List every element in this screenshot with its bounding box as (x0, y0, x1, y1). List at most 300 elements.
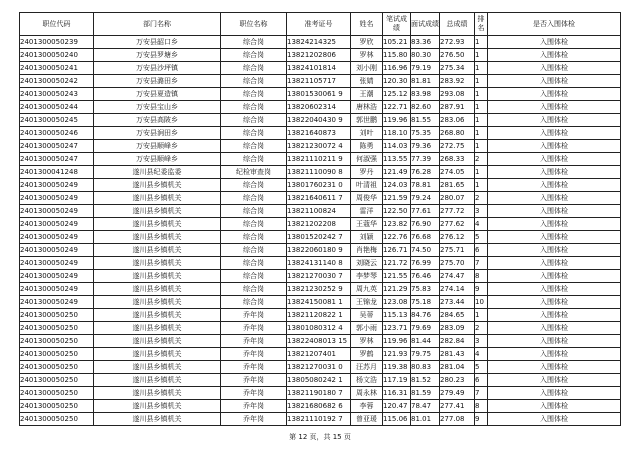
cell-result: 入围体检 (488, 140, 621, 153)
table-body (20, 36, 621, 426)
header-dept: 部门名称 (94, 13, 221, 36)
cell-result: 入围体检 (488, 322, 621, 335)
cell-interview: 75.18 (411, 296, 440, 309)
cell-position: 乔年岗 (221, 361, 287, 374)
cell-dept: 遂川县乡镇机关 (94, 192, 221, 205)
cell-dept: 遂川县乡镇机关 (94, 231, 221, 244)
cell-written: 125.12 (383, 88, 411, 101)
cell-dept: 万安县韶口乡 (94, 36, 221, 49)
cell-name: 罗林 (351, 49, 383, 62)
cell-total: 276.50 (440, 49, 475, 62)
cell-result: 入围体检 (488, 348, 621, 361)
cell-written: 121.59 (383, 192, 411, 205)
cell-rank: 6 (475, 244, 488, 257)
table-row (20, 62, 621, 75)
cell-name: 刘叶 (351, 127, 383, 140)
cell-code: 2401300050249 (20, 270, 94, 283)
cell-total: 275.71 (440, 244, 475, 257)
cell-ticket: 13821270030 7 (287, 270, 351, 283)
header-result: 是否入围体检 (488, 13, 621, 36)
cell-interview: 76.46 (411, 270, 440, 283)
cell-interview: 77.39 (411, 153, 440, 166)
cell-name: 郭世鹏 (351, 114, 383, 127)
cell-rank: 3 (475, 335, 488, 348)
cell-code: 2401300050250 (20, 387, 94, 400)
cell-rank: 2 (475, 322, 488, 335)
cell-written: 105.21 (383, 36, 411, 49)
cell-code: 2401300050247 (20, 140, 94, 153)
cell-interview: 75.35 (411, 127, 440, 140)
results-table (19, 12, 621, 426)
cell-total: 287.91 (440, 101, 475, 114)
cell-name: 王蔻华 (351, 218, 383, 231)
cell-code: 2401300050249 (20, 283, 94, 296)
cell-written: 122.76 (383, 231, 411, 244)
cell-interview: 79.75 (411, 348, 440, 361)
cell-name: 罗丹 (351, 166, 383, 179)
cell-rank: 8 (475, 270, 488, 283)
cell-position: 乔年岗 (221, 335, 287, 348)
cell-name: 杨文浩 (351, 374, 383, 387)
cell-written: 121.72 (383, 257, 411, 270)
cell-code: 2401300050247 (20, 153, 94, 166)
cell-written: 119.96 (383, 335, 411, 348)
cell-rank: 1 (475, 127, 488, 140)
cell-position: 乔年岗 (221, 387, 287, 400)
cell-ticket: 13821190180 7 (287, 387, 351, 400)
cell-name: 周永林 (351, 387, 383, 400)
cell-written: 121.93 (383, 348, 411, 361)
cell-result: 入围体检 (488, 231, 621, 244)
cell-code: 2401300050249 (20, 231, 94, 244)
cell-rank: 9 (475, 413, 488, 426)
cell-written: 124.03 (383, 179, 411, 192)
cell-rank: 1 (475, 101, 488, 114)
cell-dept: 万安县涧田乡 (94, 127, 221, 140)
cell-total: 276.12 (440, 231, 475, 244)
table-row (20, 75, 621, 88)
cell-code: 2401300050250 (20, 361, 94, 374)
table-row (20, 114, 621, 127)
cell-code: 2401300050250 (20, 335, 94, 348)
cell-written: 115.06 (383, 413, 411, 426)
cell-written: 116.31 (383, 387, 411, 400)
cell-ticket: 13821640611 7 (287, 192, 351, 205)
header-interview: 面试成绩 (411, 13, 440, 36)
cell-written: 114.03 (383, 140, 411, 153)
cell-code: 2401300050249 (20, 257, 94, 270)
cell-total: 272.75 (440, 140, 475, 153)
table-row (20, 231, 621, 244)
cell-interview: 81.59 (411, 387, 440, 400)
page-footer: 第 12 页，共 15 页 (289, 433, 351, 441)
cell-result: 入围体检 (488, 166, 621, 179)
table-row (20, 400, 621, 413)
cell-dept: 遂川县乡镇机关 (94, 348, 221, 361)
cell-position: 乔年岗 (221, 322, 287, 335)
cell-code: 2401300050241 (20, 62, 94, 75)
cell-rank: 1 (475, 140, 488, 153)
cell-result: 入围体检 (488, 88, 621, 101)
cell-result: 入围体检 (488, 192, 621, 205)
header-position: 职位名称 (221, 13, 287, 36)
table-row (20, 205, 621, 218)
cell-position: 纪检审查岗 (221, 166, 287, 179)
cell-position: 综合岗 (221, 49, 287, 62)
header-ticket: 准考证号 (287, 13, 351, 36)
cell-position: 乔年岗 (221, 400, 287, 413)
cell-ticket: 13824214325 (287, 36, 351, 49)
cell-position: 综合岗 (221, 205, 287, 218)
cell-rank: 1 (475, 49, 488, 62)
cell-total: 280.07 (440, 192, 475, 205)
cell-result: 入围体检 (488, 413, 621, 426)
cell-code: 2401300050240 (20, 49, 94, 62)
table-row (20, 88, 621, 101)
cell-interview: 84.76 (411, 309, 440, 322)
cell-total: 280.23 (440, 374, 475, 387)
cell-written: 115.80 (383, 49, 411, 62)
cell-name: 雷洋 (351, 205, 383, 218)
cell-total: 275.34 (440, 62, 475, 75)
cell-dept: 遂川县乡镇机关 (94, 283, 221, 296)
cell-dept: 遂川县乡镇机关 (94, 400, 221, 413)
cell-written: 118.10 (383, 127, 411, 140)
header-row (20, 13, 621, 36)
cell-written: 122.50 (383, 205, 411, 218)
cell-position: 综合岗 (221, 153, 287, 166)
cell-code: 2401300050242 (20, 75, 94, 88)
cell-name: 曾亚瑗 (351, 413, 383, 426)
header-name: 姓名 (351, 13, 383, 36)
header-rank: 排名 (475, 13, 488, 36)
table-row (20, 309, 621, 322)
cell-result: 入围体检 (488, 62, 621, 75)
cell-name: 李蓉 (351, 400, 383, 413)
cell-name: 陈勇 (351, 140, 383, 153)
cell-ticket: 13821110211 9 (287, 153, 351, 166)
cell-ticket: 13801530061 9 (287, 88, 351, 101)
cell-interview: 79.69 (411, 322, 440, 335)
cell-ticket: 13821110192 7 (287, 413, 351, 426)
cell-written: 113.55 (383, 153, 411, 166)
cell-total: 283.06 (440, 114, 475, 127)
cell-position: 综合岗 (221, 127, 287, 140)
cell-result: 入围体检 (488, 400, 621, 413)
cell-rank: 10 (475, 296, 488, 309)
cell-rank: 1 (475, 309, 488, 322)
cell-name: 周九英 (351, 283, 383, 296)
cell-rank: 1 (475, 75, 488, 88)
cell-code: 2401300050250 (20, 400, 94, 413)
cell-total: 268.80 (440, 127, 475, 140)
cell-ticket: 13824131140 8 (287, 257, 351, 270)
cell-result: 入围体检 (488, 335, 621, 348)
table-row (20, 192, 621, 205)
cell-code: 2401300050243 (20, 88, 94, 101)
cell-result: 入围体检 (488, 127, 621, 140)
cell-written: 120.30 (383, 75, 411, 88)
cell-code: 2401300050250 (20, 374, 94, 387)
cell-name: 罗林 (351, 335, 383, 348)
cell-total: 274.05 (440, 166, 475, 179)
cell-rank: 5 (475, 361, 488, 374)
cell-ticket: 13821680682 6 (287, 400, 351, 413)
cell-dept: 万安县高陂乡 (94, 114, 221, 127)
cell-interview: 76.28 (411, 166, 440, 179)
cell-interview: 75.83 (411, 283, 440, 296)
cell-name: 肖艳梅 (351, 244, 383, 257)
cell-code: 2401300050249 (20, 192, 94, 205)
cell-ticket: 13821110090 8 (287, 166, 351, 179)
cell-ticket: 13801760231 0 (287, 179, 351, 192)
cell-total: 281.43 (440, 348, 475, 361)
cell-interview: 83.98 (411, 88, 440, 101)
cell-name: 罗鹤 (351, 348, 383, 361)
cell-dept: 遂川县纪委监委 (94, 166, 221, 179)
cell-position: 乔年岗 (221, 413, 287, 426)
cell-rank: 1 (475, 36, 488, 49)
table-row (20, 335, 621, 348)
cell-ticket: 13822040430 9 (287, 114, 351, 127)
cell-total: 281.65 (440, 179, 475, 192)
cell-written: 123.08 (383, 296, 411, 309)
cell-result: 入围体检 (488, 374, 621, 387)
cell-interview: 79.36 (411, 140, 440, 153)
cell-ticket: 13801520242 7 (287, 231, 351, 244)
cell-interview: 82.60 (411, 101, 440, 114)
cell-interview: 80.83 (411, 361, 440, 374)
cell-position: 综合岗 (221, 179, 287, 192)
cell-result: 入围体检 (488, 244, 621, 257)
cell-written: 121.55 (383, 270, 411, 283)
cell-name: 周俊华 (351, 192, 383, 205)
cell-dept: 遂川县乡镇机关 (94, 205, 221, 218)
cell-name: 唐林浩 (351, 101, 383, 114)
cell-interview: 81.01 (411, 413, 440, 426)
cell-code: 2401300050246 (20, 127, 94, 140)
cell-ticket: 13822408013 15 (287, 335, 351, 348)
cell-result: 入围体检 (488, 49, 621, 62)
cell-dept: 万安县罗塘乡 (94, 49, 221, 62)
cell-dept: 遂川县乡镇机关 (94, 257, 221, 270)
cell-rank: 5 (475, 231, 488, 244)
cell-name: 李梦琴 (351, 270, 383, 283)
cell-code: 2401300050250 (20, 309, 94, 322)
cell-name: 郭小雨 (351, 322, 383, 335)
cell-code: 2401300050239 (20, 36, 94, 49)
cell-dept: 遂川县乡镇机关 (94, 179, 221, 192)
table-row (20, 244, 621, 257)
cell-written: 123.71 (383, 322, 411, 335)
cell-dept: 遂川县乡镇机关 (94, 387, 221, 400)
cell-rank: 1 (475, 114, 488, 127)
cell-rank: 6 (475, 374, 488, 387)
cell-written: 120.47 (383, 400, 411, 413)
cell-ticket: 13801080312 4 (287, 322, 351, 335)
cell-ticket: 13824101814 (287, 62, 351, 75)
cell-ticket: 13821100824 (287, 205, 351, 218)
table-row (20, 127, 621, 140)
table-row (20, 49, 621, 62)
table-row (20, 374, 621, 387)
cell-rank: 4 (475, 218, 488, 231)
cell-ticket: 13821120822 1 (287, 309, 351, 322)
cell-interview: 77.61 (411, 205, 440, 218)
table-row (20, 179, 621, 192)
table-row (20, 257, 621, 270)
cell-code: 2401300050249 (20, 179, 94, 192)
cell-interview: 76.90 (411, 218, 440, 231)
cell-dept: 遂川县乡镇机关 (94, 270, 221, 283)
cell-rank: 1 (475, 62, 488, 75)
cell-rank: 9 (475, 283, 488, 296)
cell-rank: 3 (475, 205, 488, 218)
table-row (20, 296, 621, 309)
cell-total: 277.08 (440, 413, 475, 426)
cell-written: 121.29 (383, 283, 411, 296)
cell-dept: 遂川县乡镇机关 (94, 335, 221, 348)
cell-position: 乔年岗 (221, 309, 287, 322)
cell-name: 刘小刚 (351, 62, 383, 75)
cell-ticket: 13821640873 (287, 127, 351, 140)
cell-written: 126.71 (383, 244, 411, 257)
cell-dept: 万安县宝山乡 (94, 101, 221, 114)
cell-ticket: 13821207401 (287, 348, 351, 361)
cell-written: 123.82 (383, 218, 411, 231)
cell-dept: 遂川县乡镇机关 (94, 244, 221, 257)
cell-code: 2401300050249 (20, 218, 94, 231)
cell-position: 综合岗 (221, 270, 287, 283)
cell-written: 122.71 (383, 101, 411, 114)
cell-name: 汪苏月 (351, 361, 383, 374)
cell-total: 273.44 (440, 296, 475, 309)
cell-result: 入围体检 (488, 283, 621, 296)
cell-interview: 80.30 (411, 49, 440, 62)
cell-dept: 遂川县乡镇机关 (94, 296, 221, 309)
cell-position: 综合岗 (221, 88, 287, 101)
cell-dept: 遂川县乡镇机关 (94, 413, 221, 426)
cell-result: 入围体检 (488, 309, 621, 322)
cell-written: 119.96 (383, 114, 411, 127)
cell-dept: 万安县潞田乡 (94, 75, 221, 88)
table-row (20, 101, 621, 114)
cell-code: 2401300050250 (20, 322, 94, 335)
table-row (20, 36, 621, 49)
table-row (20, 361, 621, 374)
cell-rank: 7 (475, 387, 488, 400)
cell-interview: 78.47 (411, 400, 440, 413)
cell-result: 入围体检 (488, 387, 621, 400)
cell-dept: 万安县沙坪镇 (94, 62, 221, 75)
cell-code: 2401300050249 (20, 244, 94, 257)
header-written: 笔试成绩 (383, 13, 411, 36)
cell-result: 入围体检 (488, 114, 621, 127)
cell-interview: 81.44 (411, 335, 440, 348)
cell-result: 入围体检 (488, 257, 621, 270)
cell-interview: 83.36 (411, 36, 440, 49)
cell-position: 综合岗 (221, 75, 287, 88)
cell-total: 275.70 (440, 257, 475, 270)
cell-position: 综合岗 (221, 231, 287, 244)
cell-position: 综合岗 (221, 62, 287, 75)
cell-position: 综合岗 (221, 218, 287, 231)
cell-result: 入围体检 (488, 270, 621, 283)
cell-code: 2401300041248 (20, 166, 94, 179)
cell-total: 293.08 (440, 88, 475, 101)
cell-rank: 4 (475, 348, 488, 361)
cell-dept: 遂川县乡镇机关 (94, 374, 221, 387)
cell-result: 入围体检 (488, 361, 621, 374)
cell-code: 2401300050250 (20, 413, 94, 426)
cell-dept: 万安县夏造镇 (94, 88, 221, 101)
cell-total: 277.72 (440, 205, 475, 218)
cell-interview: 79.24 (411, 192, 440, 205)
cell-rank: 2 (475, 153, 488, 166)
cell-name: 吴蒂 (351, 309, 383, 322)
cell-total: 277.41 (440, 400, 475, 413)
cell-total: 274.47 (440, 270, 475, 283)
cell-code: 2401300050249 (20, 296, 94, 309)
header-code: 职位代码 (20, 13, 94, 36)
cell-total: 268.33 (440, 153, 475, 166)
cell-total: 281.04 (440, 361, 475, 374)
cell-interview: 74.50 (411, 244, 440, 257)
cell-interview: 76.99 (411, 257, 440, 270)
cell-rank: 7 (475, 257, 488, 270)
cell-result: 入围体检 (488, 153, 621, 166)
cell-result: 入围体检 (488, 218, 621, 231)
cell-position: 综合岗 (221, 244, 287, 257)
cell-dept: 遂川县乡镇机关 (94, 309, 221, 322)
cell-interview: 78.81 (411, 179, 440, 192)
header-total: 总成绩 (440, 13, 475, 36)
cell-ticket: 13821230072 4 (287, 140, 351, 153)
cell-total: 283.09 (440, 322, 475, 335)
cell-rank: 1 (475, 88, 488, 101)
cell-result: 入围体检 (488, 101, 621, 114)
cell-interview: 81.81 (411, 75, 440, 88)
cell-code: 2401300050249 (20, 205, 94, 218)
cell-ticket: 13821230252 9 (287, 283, 351, 296)
cell-code: 2401300050244 (20, 101, 94, 114)
cell-dept: 遂川县乡镇机关 (94, 218, 221, 231)
table-row (20, 218, 621, 231)
cell-code: 2401300050245 (20, 114, 94, 127)
cell-interview: 76.68 (411, 231, 440, 244)
cell-dept: 万安县顺峰乡 (94, 140, 221, 153)
cell-name: 叶清祖 (351, 179, 383, 192)
cell-ticket: 13821202208 (287, 218, 351, 231)
cell-total: 284.65 (440, 309, 475, 322)
cell-name: 刘颖 (351, 231, 383, 244)
cell-rank: 1 (475, 166, 488, 179)
cell-result: 入围体检 (488, 75, 621, 88)
cell-ticket: 13821105717 (287, 75, 351, 88)
cell-rank: 2 (475, 192, 488, 205)
table-row (20, 348, 621, 361)
cell-ticket: 13824150081 1 (287, 296, 351, 309)
cell-position: 综合岗 (221, 101, 287, 114)
cell-rank: 1 (475, 179, 488, 192)
cell-total: 282.84 (440, 335, 475, 348)
table-row (20, 166, 621, 179)
cell-result: 入围体检 (488, 36, 621, 49)
cell-name: 罗欣 (351, 36, 383, 49)
cell-position: 综合岗 (221, 296, 287, 309)
cell-rank: 8 (475, 400, 488, 413)
cell-code: 2401300050250 (20, 348, 94, 361)
